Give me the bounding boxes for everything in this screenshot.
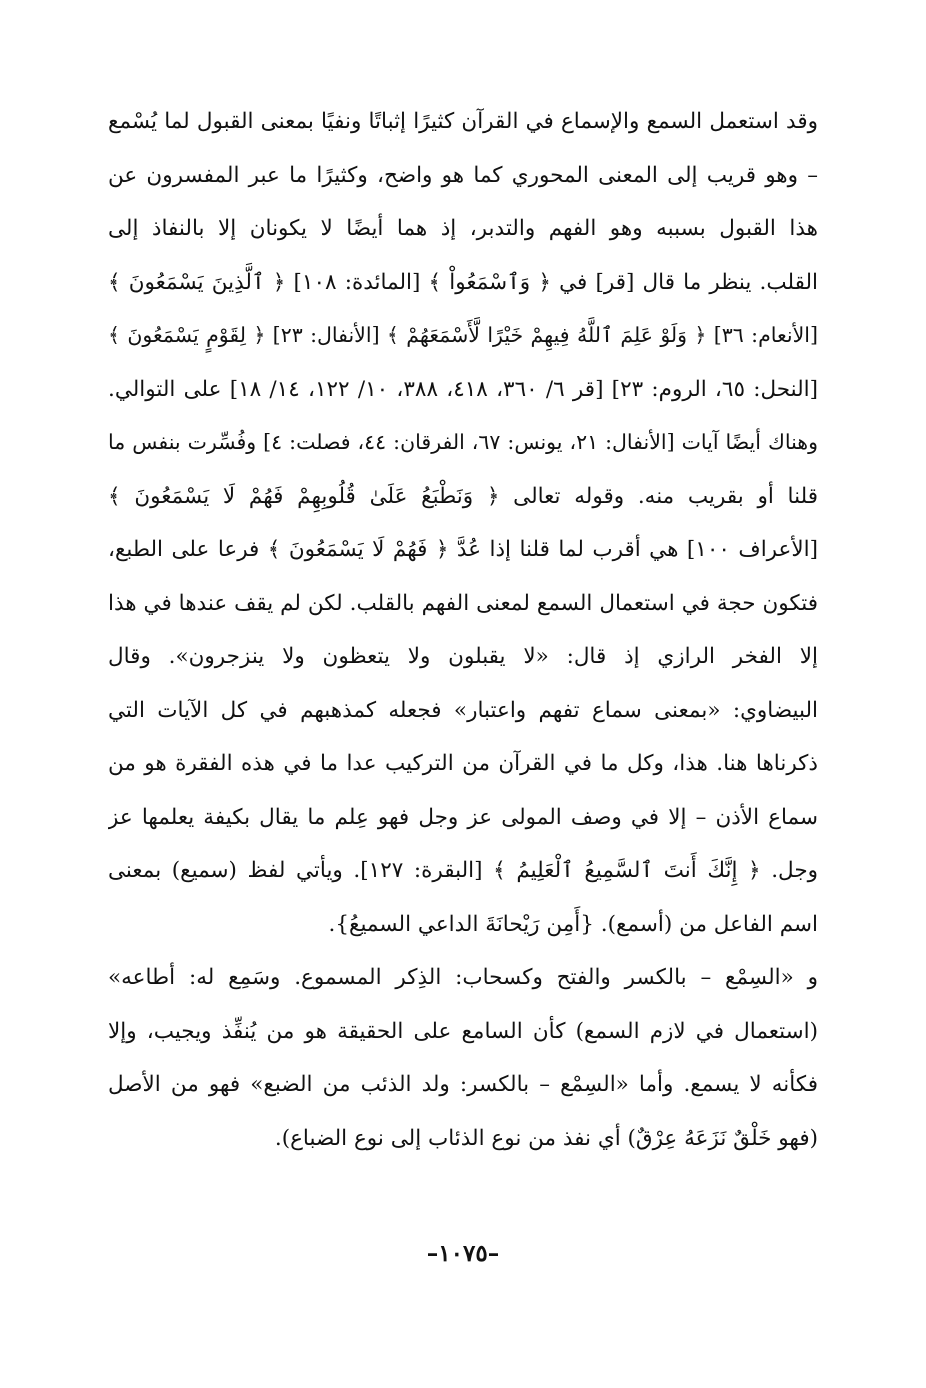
- text-line: القلب. ينظر ما قال [قر] في ﴿ وَٱسْمَعُواْ ﴾ [المائدة: ١٠٨] ﴿ ٱلَّذِينَ يَسْمَعُونَ ﴾: [108, 269, 818, 295]
- text-line: قلنا أو بقريب منه. وقوله تعالى ﴿ وَنَطْبَعُ عَلَىٰ قُلُوبِهِمْ فَهُمْ لَا يَسْمَعُونَ ﴾: [108, 483, 818, 509]
- text-line: (استعمال في لازم السمع) كأن السامع على الحقيقة هو من يُنفِّذ ويجيب، وإلا: [108, 1018, 818, 1044]
- text-line: إلا الفخر الرازي إذ قال: «لا يقبلون ولا يتعظون ولا ينزجرون». وقال: [108, 644, 818, 669]
- paragraph-2: [108, 951, 818, 1165]
- text-line: ذكرناها هنا. هذا، وكل ما في القرآن من التركيب عدا ما في هذه الفقرة هو من: [108, 751, 818, 776]
- text-line: فكأنه لا يسمع. وأما «السِمْع – بالكسر: ولد الذئب من الضبع» فهو من الأصل: [108, 1072, 818, 1097]
- text-line: وهناك أيضًا آيات [الأنفال: ٢١، يونس: ٦٧، الفرقان: ٤٤، فصلت: ٤] وفُسِّرت بنفس ما: [108, 430, 818, 454]
- text-line: [الأنعام: ٣٦] ﴿ وَلَوْ عَلِمَ ٱللَّهُ فِيهِمْ خَيْرًا لَّأَسْمَعَهُمْ ﴾ [الأنفال: ٢٣] ﴿ لِقَوْمٍ يَسْمَعُونَ ﴾: [108, 323, 818, 347]
- text-line: البيضاوي: «بمعنى سماع تفهم واعتبار» فجعله كمذهبهم في كل الآيات التي: [108, 697, 818, 723]
- text-line: [النحل: ٦٥، الروم: ٢٣] [قر ٦/ ٣٦٠، ٤١٨، ٣٨٨، ١٠/ ١٢٢، ١٤/ ١٨] على التوالي.: [108, 376, 818, 402]
- paragraph-1: [108, 95, 818, 951]
- text-line: سماع الأذن – إلا في وصف المولى عز وجل فهو عِلم ما يقال بكيفة يعلمها عز: [108, 804, 818, 830]
- text-line: اسم الفاعل من (أسمع). {أَمِن رَيْحانَةَ الداعي السميعُ}.: [328, 911, 818, 937]
- text-line: وجل. ﴿ إِنَّكَ أَنتَ ٱلسَّمِيعُ ٱلْعَلِيمُ ﴾ [البقرة: ١٢٧]. ويأتي لفظ (سميع) بمعنى: [108, 858, 818, 883]
- text-line: فتكون حجة في استعمال السمع لمعنى الفهم بالقلب. لكن لم يقف عندها في هذا: [108, 590, 818, 616]
- text-line: (فهو خَلْقٌ نَزَعَهُ عِرْقٌ) أي نفذ من نوع الذئاب إلى نوع الضباع).: [274, 1125, 818, 1151]
- text-line: وقد استعمل السمع والإسماع في القرآن كثيرًا إثباتًا ونفيًا بمعنى القبول لما يُسْمع: [108, 109, 818, 134]
- text-line: – وهو قريب إلى المعنى المحوري كما هو واضح، وكثيرًا ما عبر المفسرون عن: [108, 162, 818, 188]
- text-line: و «السِمْع – بالكسر والفتح وكسحاب: الذِكر المسموع. وسَمِع له: أطاعه»: [108, 965, 818, 990]
- text-line: هذا القبول بسببه وهو الفهم والتدبر، إذ هما أيضًا لا يكونان إلا بالنفاذ إلى: [108, 216, 818, 241]
- page-number: –١٠٧٥–: [426, 1240, 500, 1267]
- text-line: [الأعراف ١٠٠] هي أقرب لما قلنا إذا عُدَّ ﴿ فَهُمْ لَا يَسْمَعُونَ ﴾ فرعا على الطبع،: [108, 537, 818, 562]
- document-body: [108, 95, 818, 1165]
